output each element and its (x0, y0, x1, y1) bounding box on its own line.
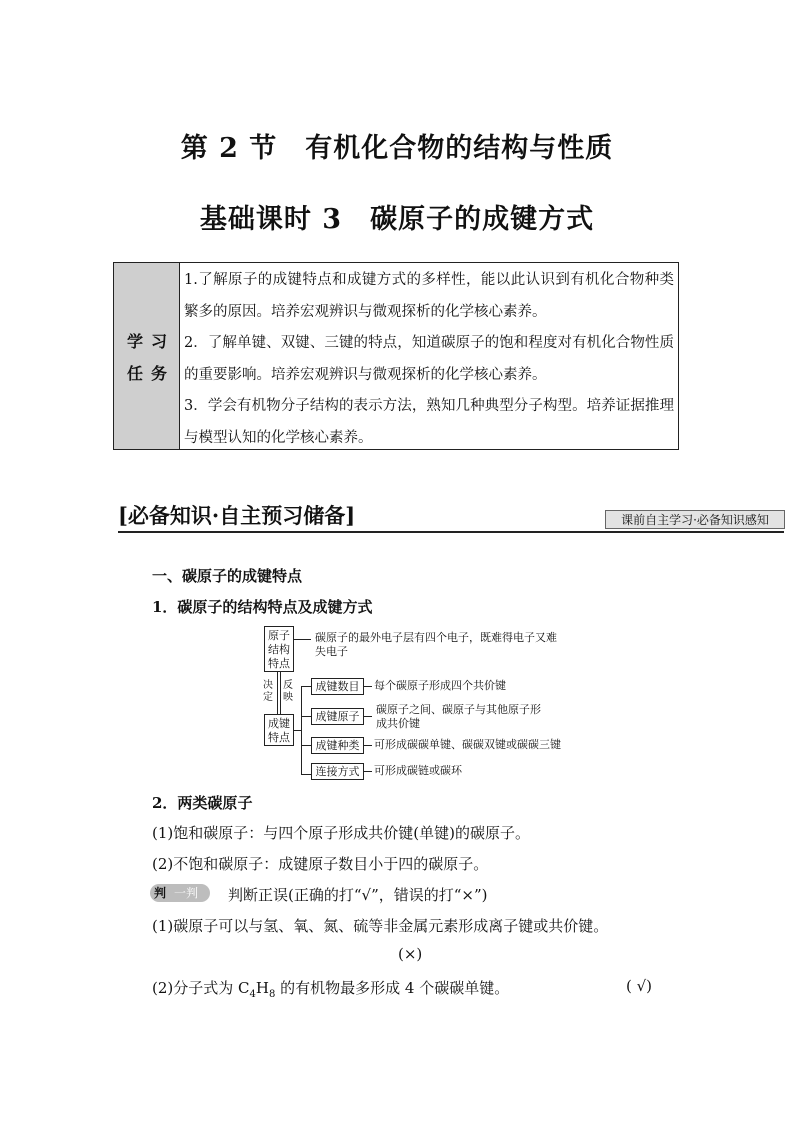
heading-carbon-bonding: 一、碳原子的成键特点 (152, 567, 303, 585)
heading-structure-bonding: 1．碳原子的结构特点及成键方式 (152, 598, 373, 616)
judge-badge: 判 一判 (150, 884, 210, 902)
learning-tasks-label (114, 263, 180, 449)
section-title: 第 2 节 有机化合物的结构与性质 (180, 133, 614, 164)
lesson-title: 基础课时 3 碳原子的成键方式 (199, 204, 595, 235)
label-determines: 决 定 (263, 680, 273, 703)
box-connection-mode: 连接方式 (311, 763, 364, 780)
bonding-concept-diagram (255, 622, 575, 784)
connector-line (294, 730, 301, 731)
connector-line (364, 686, 372, 687)
judge-answer-1: (×) (398, 945, 423, 963)
label-reflects: 反 映 (283, 680, 293, 703)
structure-description: 碳原子的最外电子层有四个电子，既难得电子又难 失电子 (315, 631, 557, 658)
unsaturated-carbon-text: (2)不饱和碳原子：成键原子数目小于四的碳原子。 (152, 855, 489, 873)
connector-line (301, 745, 311, 746)
connector-line (301, 774, 311, 775)
bond-count-desc: 每个碳原子形成四个共价键 (374, 679, 506, 692)
knowledge-section-title: [必备知识·自主预习储备] (118, 503, 356, 528)
connector-line (301, 716, 311, 717)
bond-types-desc: 可形成碳碳单键、碳碳双键或碳碳三键 (374, 738, 561, 751)
judge-answer-2: ( √) (626, 977, 653, 995)
connector-line (364, 771, 372, 772)
connector-line (294, 639, 311, 640)
learning-tasks-table (113, 262, 679, 450)
section-badge: 课前自主学习·必备知识感知 (605, 510, 785, 529)
task-item: 3．学会有机物分子结构的表示方法，熟知几种典型分子构型。培养证据推理与模型认知的化学核心素养。 (184, 398, 674, 446)
label-char: 习 (151, 332, 168, 351)
saturated-carbon-text: (1)饱和碳原子：与四个原子形成共价键(单键)的碳原子。 (152, 824, 530, 842)
connection-mode-desc: 可形成碳链或碳环 (374, 764, 462, 777)
judge-question-2: (2)分子式为 $C_4H_8$ 的有机物最多形成 4 个碳碳单键。 (152, 979, 510, 1000)
box-bond-count: 成键数目 (311, 678, 364, 695)
task-item: 1.了解原子的成键特点和成键方式的多样性，能以此认识到有机化合物种类繁多的原因。培养宏观辨识与微观探析的化学核心素养。 (184, 272, 674, 320)
judge-question-1: (1)碳原子可以与氢、氧、氮、硫等非金属元素形成离子键或共价键。 (152, 917, 609, 935)
arrow-line (280, 672, 281, 714)
connector-line (364, 716, 372, 717)
learning-tasks-body (184, 265, 674, 454)
connector-line (301, 686, 311, 687)
section-divider (118, 531, 784, 533)
branch-trunk-line (301, 686, 302, 774)
task-item: 2．了解单键、双键、三键的特点，知道碳原子的饱和程度对有机化合物性质的重要影响。培养宏观辨识与微观探析的化学核心素养。 (184, 335, 674, 383)
label-char: 务 (151, 364, 168, 383)
arrow-line (277, 672, 278, 714)
box-bond-types: 成键种类 (311, 737, 364, 754)
heading-two-carbon-types: 2．两类碳原子 (152, 794, 253, 812)
judge-instruction: 判断正误(正确的打“√”，错误的打“×”) (228, 886, 488, 904)
box-bonding-atoms: 成键原子 (311, 708, 364, 725)
connector-line (364, 745, 372, 746)
label-char: 学 (127, 332, 144, 351)
bonding-atoms-desc: 碳原子之间、碳原子与其他原子形 成共价键 (376, 703, 541, 730)
box-bonding-features: 成键 特点 (264, 714, 294, 746)
box-atomic-structure: 原子 结构 特点 (264, 626, 294, 672)
label-char: 任 (127, 364, 144, 383)
